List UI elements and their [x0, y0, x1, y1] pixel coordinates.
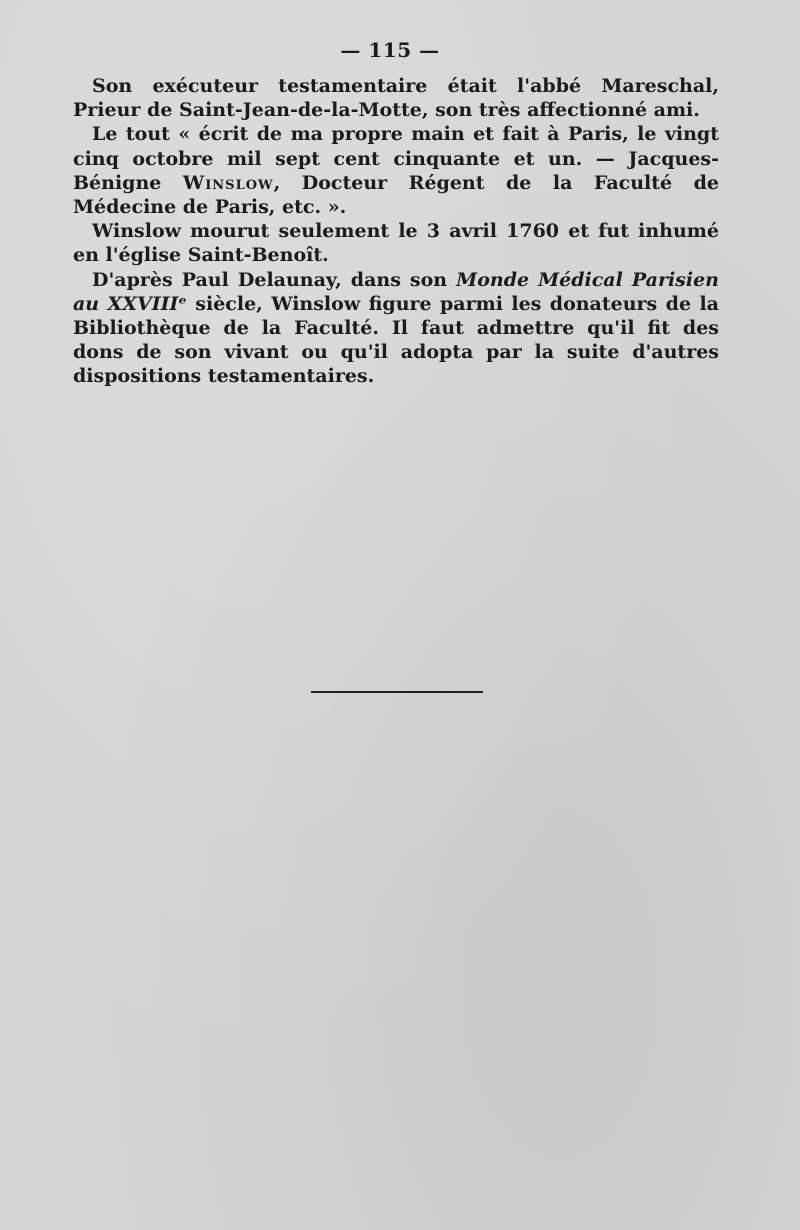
section-end-rule [311, 691, 483, 693]
paragraph-death: Winslow mourut seulement le 3 avril 1760 et fut inhumé en l'église Saint-Benoît. [73, 220, 719, 267]
book-title: Monde Médical Parisien au XXVIIIᵉ [73, 268, 719, 315]
signatory-title: , Docteur Régent de la Faculté de Médecine de Paris, etc. ». [73, 171, 719, 219]
citation-intro: D'après Paul Delaunay, dans son [92, 268, 457, 291]
page-number: — 115 — [340, 38, 440, 62]
signatory-name: Winslow [182, 171, 274, 194]
paragraph-executor: Son exécuteur testamentaire était l'abbé Mareschal, Prieur de Saint-Jean-de-la-Motte, son très affectionné ami. [73, 75, 719, 122]
paragraph-will-signature [73, 122, 719, 219]
body-text [73, 74, 719, 389]
will-text: Le tout « écrit de ma propre main et fait à Paris, le vingt cinq octobre mil sept cent cinquante et un. — Jacques-Bénigne [73, 123, 719, 194]
paragraph-delaunay [73, 268, 719, 389]
citation-body: siècle, Winslow figure parmi les donateurs de la Bibliothèque de la Faculté. Il faut admettre qu'il fit des dons de son vivant ou qu'il adopta par la suite d'autres dispositions testamentaires. [73, 292, 719, 388]
